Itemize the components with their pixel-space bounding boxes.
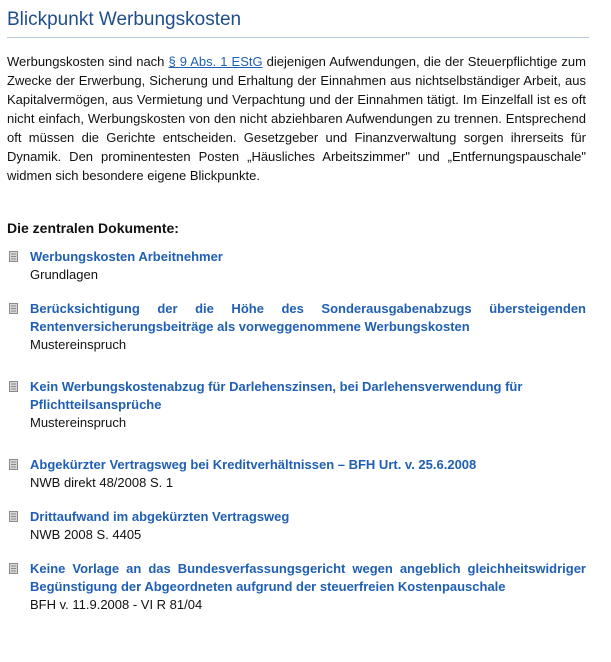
document-source: Mustereinspruch [30,415,127,430]
document-item [7,300,587,354]
document-item [7,560,587,614]
document-icon [9,459,18,470]
document-item [7,456,587,492]
document-link[interactable]: Drittaufwand im abgekürzten Vertragsweg [30,509,290,524]
document-link[interactable]: Keine Vorlage an das Bundesverfassungsgericht wegen angeblich gleichheitswidriger Begünstigung der Abgeordneten aufgrund der steuerfreien Kostenpauschale [30,561,586,594]
document-source: Grundlagen [30,267,98,282]
document-item [7,508,587,544]
page-title: Blickpunkt Werbungskosten [7,9,242,30]
document-icon [9,251,18,262]
document-link[interactable]: Werbungskosten Arbeitnehmer [30,249,223,264]
document-source: Mustereinspruch [30,337,127,352]
document-link[interactable]: Kein Werbungskostenabzug für Darlehenszinsen, bei Darlehensverwendung für Pflichtteilsansprüche [30,379,523,412]
document-link[interactable]: Abgekürzter Vertragsweg bei Kreditverhältnissen – BFH Urt. v. 25.6.2008 [30,457,477,472]
document-source: BFH v. 11.9.2008 - VI R 81/04 [30,597,203,612]
document-list [7,248,587,614]
document-source: NWB direkt 48/2008 S. 1 [30,475,174,490]
intro-text-rest: diejenigen Aufwendungen, die der Steuerpflichtige zum Zwecke der Erwerbung, Sicherung und Erhaltung der Einnahmen aus nichtselbständiger Arbeit, aus Kapitalvermögen, aus Vermietung und Verpachtung und der Einnahmen tätigt. Im Einzelfall ist es oft nicht einfach, Werbungskosten von den nicht abziehbaren Aufwendungen zu trennen. Entsprechend oft müssen die Gerichte entscheiden. Gesetzgeber und Finanzverwaltung sorgen ihrerseits für Dynamik. Den prominentesten Posten „Häusliches Arbeitszimmer" und „Entfernungspauschale" widmen sich besondere eigene Blickpunkte. [7,54,586,183]
document-icon [9,563,18,574]
document-item [7,378,587,432]
document-icon [9,303,18,314]
intro-paragraph [7,52,586,185]
document-link[interactable]: Berücksichtigung der die Höhe des Sonderausgabenabzugs übersteigenden Rentenversicherungsbeiträge als vorweggenommene Werbungskosten [30,301,586,334]
documents-heading: Die zentralen Dokumente: [7,220,179,236]
document-item [7,248,587,284]
document-source: NWB 2008 S. 4405 [30,527,142,542]
document-icon [9,381,18,392]
document-icon [9,511,18,522]
intro-text-start: Werbungskosten sind nach [7,54,169,69]
title-bar [7,8,589,38]
estg-law-link[interactable]: § 9 Abs. 1 EStG [168,54,263,69]
